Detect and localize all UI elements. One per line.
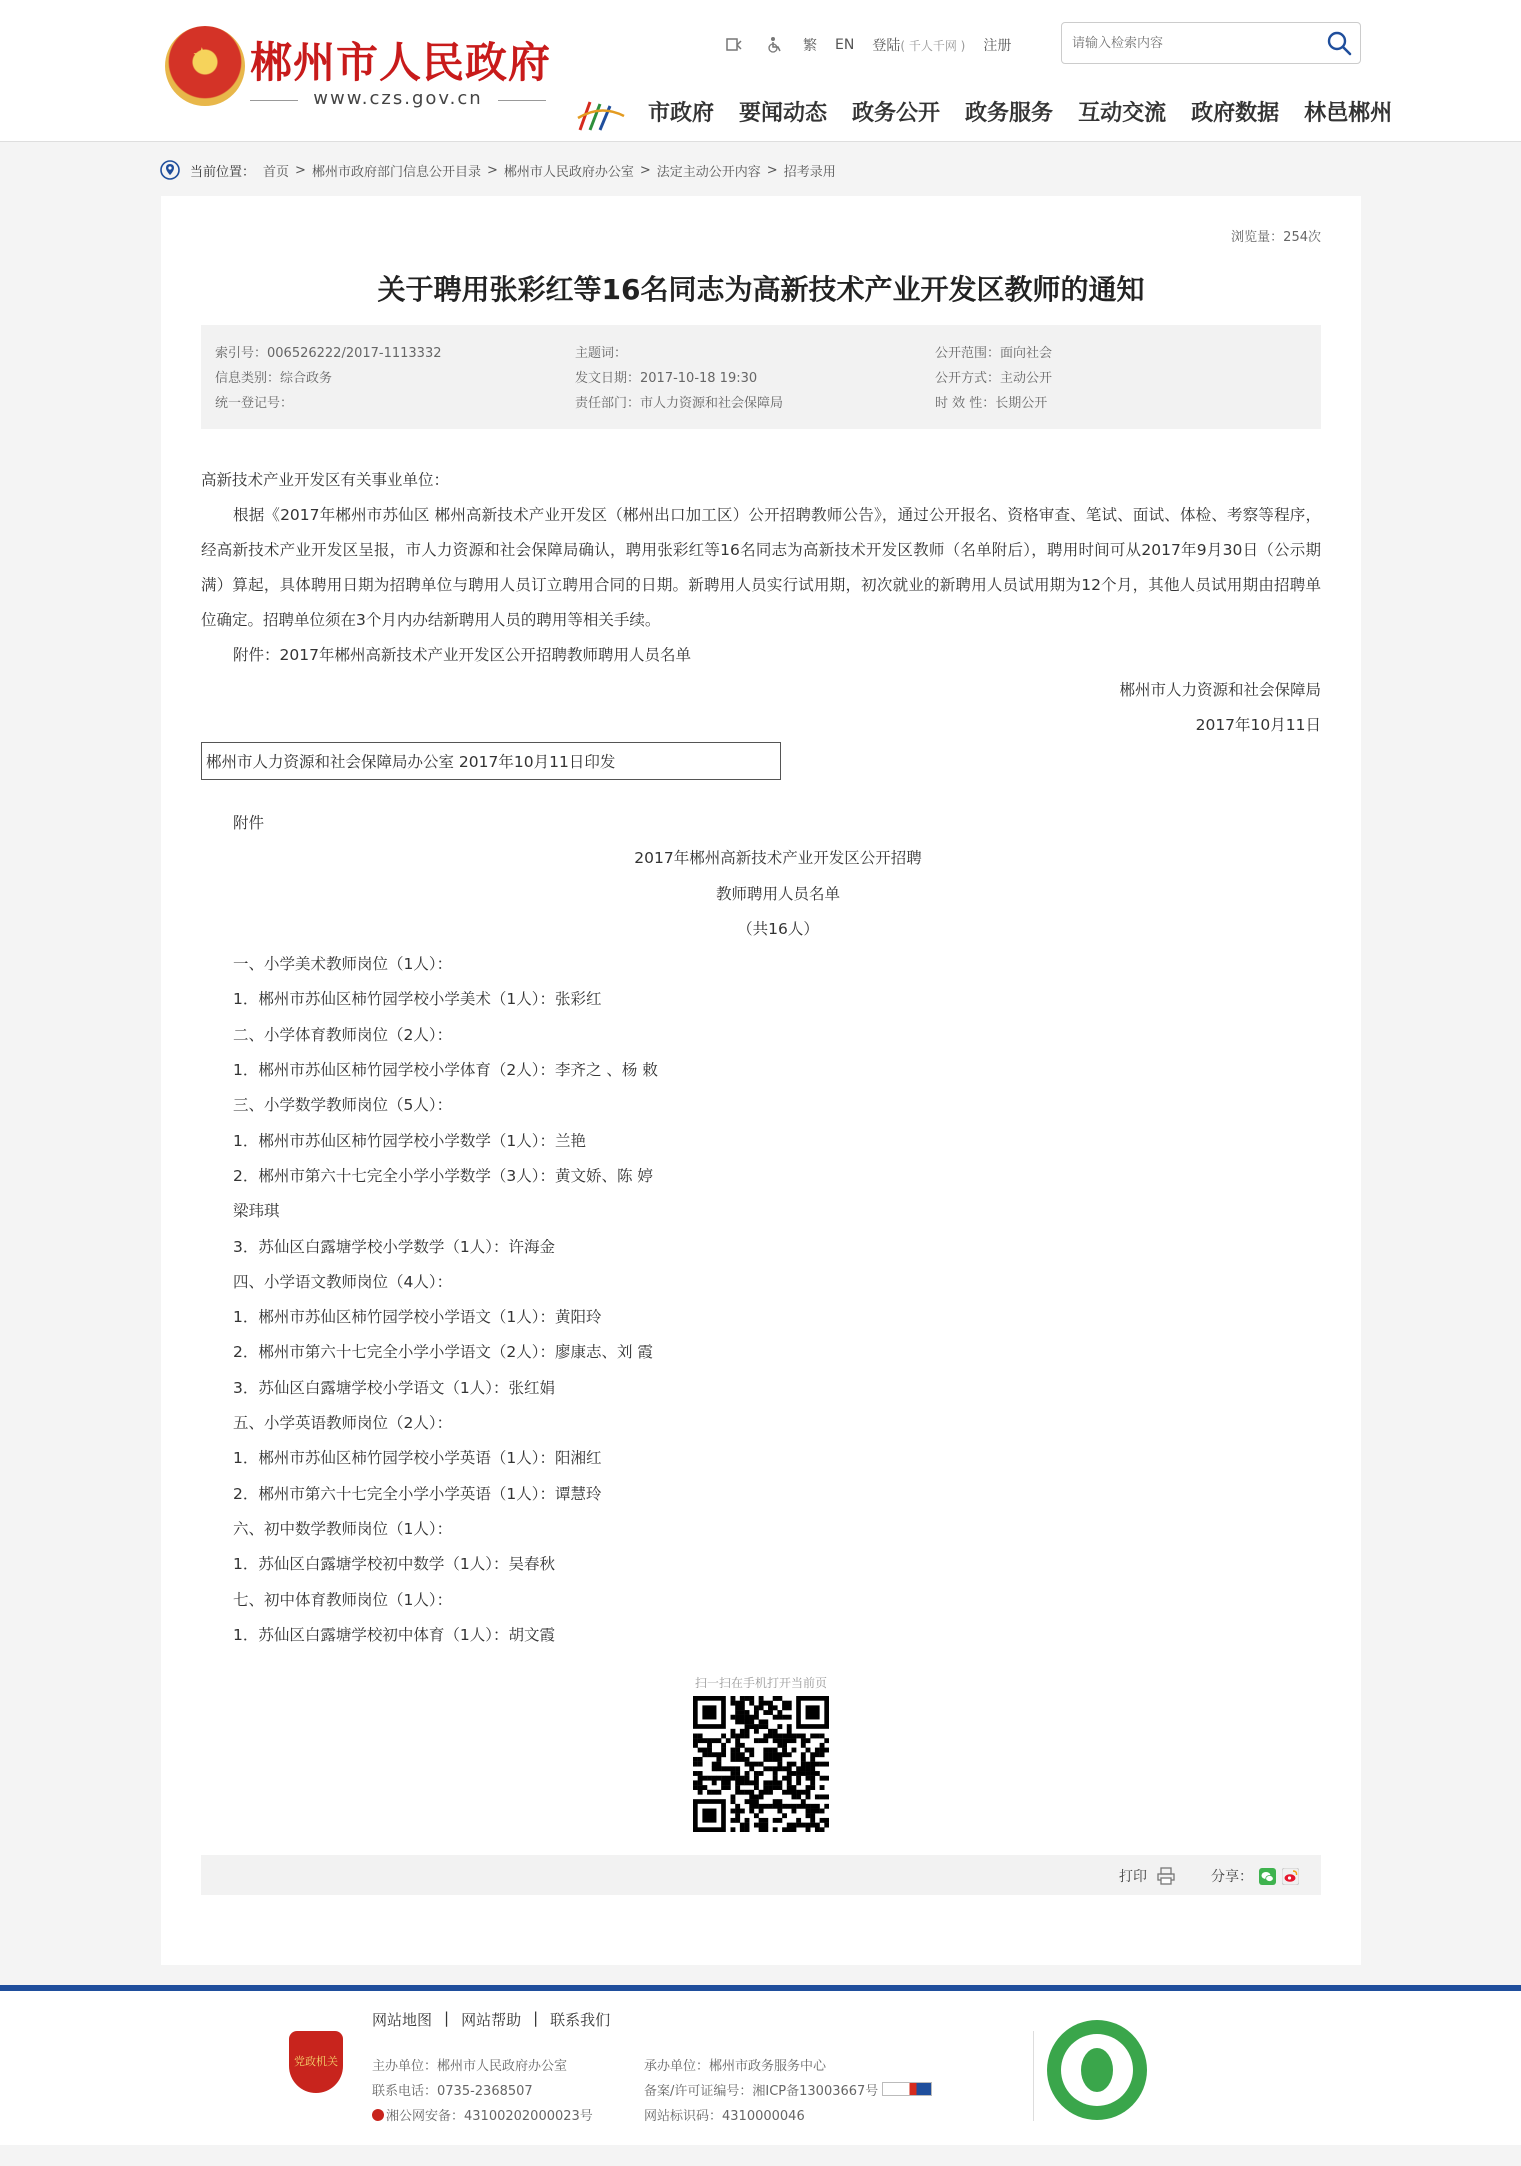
site-header — [0, 0, 1521, 142]
footer-phone: 联系电话：0735-2368507 — [372, 2084, 533, 2099]
location-pin-icon — [160, 160, 180, 180]
traditional-chinese-link[interactable]: 繁 — [803, 38, 817, 54]
register-link[interactable]: 注册 — [983, 38, 1012, 54]
list-item: 3．苏仙区白露塘学校小学数学（1人）：许海金 — [233, 1237, 555, 1256]
login-label: 登陆 — [872, 38, 901, 54]
list-item: 四、小学语文教师岗位（4人）： — [233, 1272, 453, 1291]
nav-item-gov-services[interactable]: 政务服务 — [965, 101, 1054, 126]
police-badge-icon — [372, 2109, 384, 2121]
view-count: 浏览量：254次 — [1231, 230, 1321, 245]
share-group — [1211, 1866, 1299, 1886]
footer-link-contact[interactable]: 联系我们 — [550, 2011, 611, 2029]
body-paragraph: 根据《2017年郴州市苏仙区 郴州高新技术产业开发区（郴州出口加工区）公开招聘教师公告》，通过公开报名、资格审查、笔试、面试、体检、考察等程序，经高新技术产业开发区呈报，市人力资源和社会保障局确认，聘用张彩红等16名同志为高新技术开发区教师（名单附后），聘用时间可从2017年9月30日（公示期满）算起，具体聘用日期为招聘单位与聘用人员订立聘用合同的日期。新聘用人员实行试用期，初次就业的新聘用人员试用期为12个月，其他人员试用期由招聘单位确定。招聘单位须在3个月内办结新聘用人员的聘用等相关手续。 — [201, 506, 1321, 629]
english-link[interactable]: EN — [835, 37, 855, 53]
main-nav — [648, 96, 1392, 127]
breadcrumb-office[interactable]: 郴州市人民政府办公室 — [503, 164, 634, 180]
breadcrumb-separator: > — [295, 162, 306, 178]
breadcrumb-home[interactable]: 首页 — [263, 164, 290, 180]
footer-police-text: 湘公网安备：43100202000023号 — [386, 2109, 593, 2124]
list-item: 3．苏仙区白露塘学校小学语文（1人）：张红娟 — [233, 1378, 555, 1397]
list-item: 2．郴州市第六十七完全小学小学数学（3人）：黄文娇、陈 婷 — [233, 1166, 653, 1185]
breadcrumb-separator: > — [486, 162, 498, 178]
list-item: 1．郴州市苏仙区柿竹园学校小学语文（1人）：黄阳玲 — [233, 1308, 602, 1327]
annex-title-line2: 教师聘用人员名单 — [715, 884, 840, 903]
issued-box: 郴州市人力资源和社会保障局办公室 2017年10月11日印发 — [201, 742, 781, 780]
meta-validity: 时 效 性：长期公开 — [935, 396, 1048, 411]
footer-icp-text: 备案/许可证编号：湘ICP备13003667号 — [644, 2084, 879, 2099]
print-label: 打印 — [1119, 1869, 1147, 1885]
nav-item-city-government[interactable]: 市政府 — [648, 101, 715, 126]
login-note: ( 千人千网 ) — [900, 39, 966, 53]
annex-list — [233, 806, 1323, 1653]
breadcrumb-separator: > — [766, 162, 778, 178]
document-metadata — [201, 325, 1321, 429]
footer-police-record[interactable] — [372, 2104, 593, 2129]
list-item: 2．郴州市第六十七完全小学小学英语（1人）：谭慧玲 — [233, 1484, 602, 1503]
nav-item-gov-affairs-open[interactable]: 政务公开 — [852, 101, 941, 126]
breadcrumb-separator: > — [639, 162, 651, 178]
wheelchair-accessibility-icon[interactable] — [763, 34, 785, 56]
article-panel — [161, 196, 1361, 1965]
article-body — [201, 463, 1321, 743]
list-item: 五、小学英语教师岗位（2人）： — [233, 1414, 453, 1433]
footer-link-help[interactable]: 网站帮助 — [461, 2011, 522, 2029]
login-link[interactable] — [872, 35, 965, 55]
cnzz-stat-icon — [882, 2082, 932, 2096]
salutation: 高新技术产业开发区有关事业单位： — [201, 471, 450, 489]
civilization-seal-logo[interactable] — [1047, 2020, 1147, 2120]
meta-subject: 主题词： — [575, 346, 628, 361]
meta-index-no: 索引号：006526222/2017-1113332 — [215, 346, 442, 361]
nav-item-news[interactable]: 要闻动态 — [739, 101, 828, 126]
list-item: 1．郴州市苏仙区柿竹园学校小学数学（1人）：兰艳 — [233, 1131, 586, 1150]
annex-label: 附件 — [233, 814, 265, 832]
meta-reg-no: 统一登记号： — [215, 396, 294, 411]
attachment-note: 附件：2017年郴州高新技术产业开发区公开招聘教师聘用人员名单 — [233, 646, 691, 664]
footer-divider — [1033, 2031, 1034, 2121]
linyi-brand-icon — [576, 96, 626, 134]
footer-link-separator: | — [533, 2009, 539, 2027]
breadcrumb-statutory-content[interactable]: 法定主动公开内容 — [656, 164, 761, 180]
nav-item-interaction[interactable]: 互动交流 — [1078, 101, 1167, 126]
list-item: 七、初中体育教师岗位（1人）： — [233, 1590, 453, 1609]
nav-item-linyi-chenzhou[interactable]: 林邑郴州 — [1304, 101, 1393, 126]
list-item: 1．郴州市苏仙区柿竹园学校小学英语（1人）：阳湘红 — [233, 1449, 602, 1468]
breadcrumb-recruitment[interactable]: 招考录用 — [783, 164, 836, 180]
list-item: 三、小学数学教师岗位（5人）： — [233, 1096, 453, 1115]
meta-category: 信息类别：综合政务 — [215, 371, 333, 386]
print-button[interactable] — [1119, 1866, 1175, 1886]
list-item: 六、初中数学教师岗位（1人）： — [233, 1519, 453, 1538]
list-item: 1．郴州市苏仙区柿竹园学校小学体育（2人）：李齐之 、杨 敕 — [233, 1061, 658, 1080]
list-item: 1．郴州市苏仙区柿竹园学校小学美术（1人）：张彩红 — [233, 990, 602, 1009]
footer-operator: 承办单位：郴州市政务服务中心 — [644, 2059, 827, 2074]
nav-item-gov-data[interactable]: 政府数据 — [1191, 101, 1280, 126]
leaf-icon — [1081, 2048, 1113, 2092]
site-footer — [0, 1991, 1521, 2145]
meta-scope: 公开范围：面向社会 — [935, 346, 1053, 361]
list-item: 1．苏仙区白露塘学校初中体育（1人）：胡文霞 — [233, 1625, 555, 1644]
party-gov-badge-logo[interactable]: 党政机关 — [289, 2031, 343, 2093]
signature-date: 2017年10月11日 — [1195, 716, 1321, 734]
list-item: 2．郴州市第六十七完全小学小学语文（2人）：廖康志、刘 霞 — [233, 1343, 653, 1362]
breadcrumb-catalog[interactable]: 郴州市政府部门信息公开目录 — [311, 164, 481, 180]
share-bar — [201, 1855, 1321, 1895]
footer-links — [372, 2009, 610, 2030]
footer-info-left — [372, 2054, 593, 2129]
accessibility-reader-icon[interactable] — [723, 34, 745, 56]
footer-icp[interactable] — [644, 2079, 932, 2104]
signature-org: 郴州市人力资源和社会保障局 — [1119, 681, 1321, 699]
footer-link-separator: | — [444, 2009, 450, 2027]
search-icon[interactable] — [1326, 30, 1350, 54]
annex-title-line1: 2017年郴州高新技术产业开发区公开招聘 — [634, 849, 922, 868]
qr-caption: 扫一扫在手机打开当前页 — [694, 1676, 827, 1690]
list-item: 二、小学体育教师岗位（2人）： — [233, 1025, 453, 1044]
breadcrumb — [160, 158, 836, 182]
printer-icon — [1157, 1867, 1175, 1885]
header-toolbar — [723, 34, 1011, 56]
list-item: 1．苏仙区白露塘学校初中数学（1人）：吴春秋 — [233, 1555, 555, 1574]
footer-sponsor: 主办单位：郴州市人民政府办公室 — [372, 2059, 568, 2074]
meta-date: 发文日期：2017-10-18 19:30 — [575, 371, 758, 386]
footer-link-sitemap[interactable]: 网站地图 — [372, 2011, 433, 2029]
wechat-icon[interactable] — [1259, 1868, 1276, 1885]
footer-info-right — [644, 2054, 932, 2129]
share-label: 分享： — [1211, 1869, 1253, 1885]
site-name[interactable]: 郴州市人民政府 — [250, 38, 552, 87]
breadcrumb-lead: 当前位置： — [190, 164, 256, 180]
article-title: 关于聘用张彩红等16名同志为高新技术产业开发区教师的通知 — [377, 273, 1145, 306]
search-box — [1061, 22, 1361, 64]
search-input[interactable] — [1070, 31, 1314, 55]
footer-site-code: 网站标识码：4310000046 — [644, 2109, 805, 2124]
national-emblem-logo[interactable] — [165, 26, 245, 106]
weibo-icon[interactable] — [1282, 1868, 1299, 1885]
annex-count: （共16人） — [737, 919, 819, 938]
meta-method: 公开方式：主动公开 — [935, 371, 1053, 386]
meta-dept: 责任部门：市人力资源和社会保障局 — [575, 396, 784, 411]
qr-code — [693, 1696, 829, 1832]
list-item: 一、小学美术教师岗位（1人）： — [233, 955, 453, 974]
list-item: 梁玮琪 — [233, 1202, 280, 1221]
site-url: www.czs.gov.cn — [250, 88, 546, 109]
